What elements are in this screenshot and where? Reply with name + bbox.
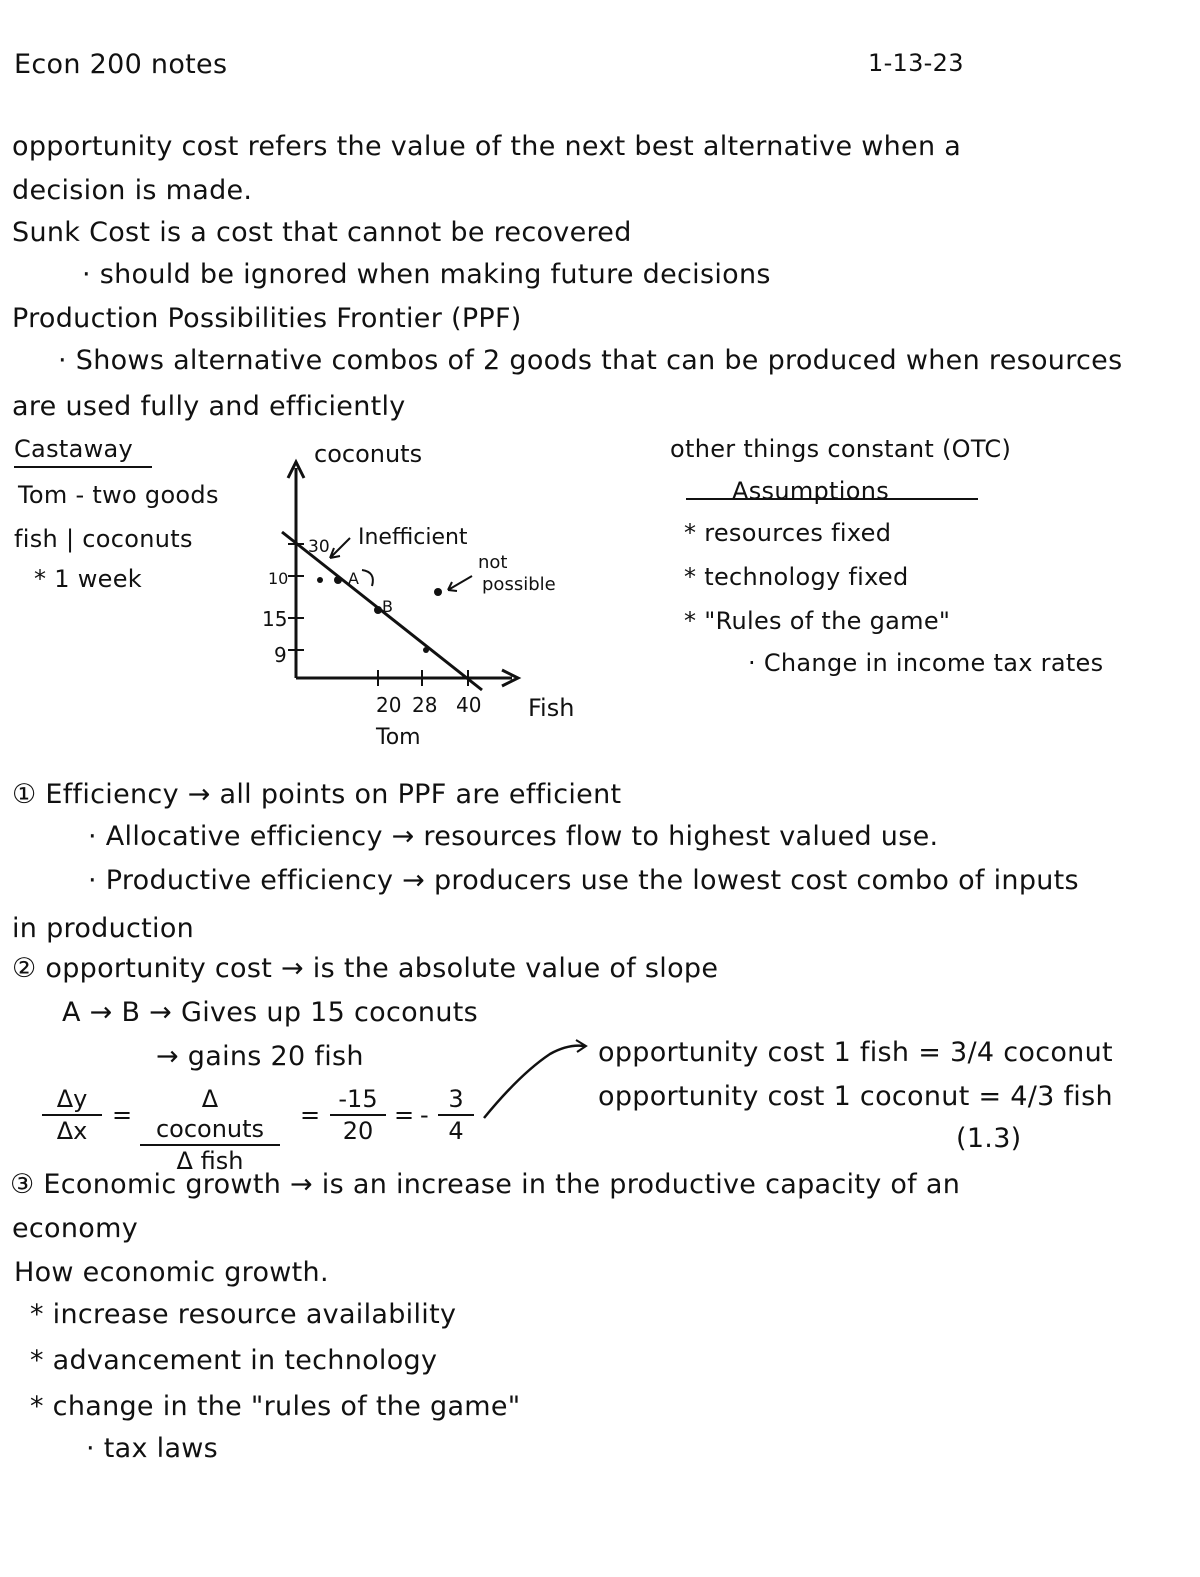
point-on-curve — [423, 647, 429, 653]
opportunity-cost-definition-line2: decision is made. — [12, 175, 253, 206]
delta-coconuts-label: Δ coconuts — [140, 1084, 280, 1146]
negative-sign: - — [420, 1101, 429, 1129]
not-possible-label-line1: not — [478, 552, 508, 573]
how-growth-heading: How economic growth. — [14, 1257, 329, 1288]
three: 3 — [438, 1084, 474, 1116]
growth-item: * change in the "rules of the game" — [30, 1391, 521, 1422]
sunk-cost-definition: Sunk Cost is a cost that cannot be recovered — [12, 217, 632, 248]
opportunity-cost-point: ② opportunity cost → is the absolute value of slope — [12, 953, 719, 984]
coconuts-fish-fraction — [140, 1084, 280, 1176]
y-tick-label-30: 30 — [308, 537, 330, 557]
efficiency-point: ① Efficiency → all points on PPF are efficient — [12, 779, 622, 810]
point-a — [334, 576, 342, 584]
x-tick-label-40: 40 — [456, 693, 482, 717]
growth-item: * advancement in technology — [30, 1345, 438, 1376]
gains-line: → gains 20 fish — [156, 1041, 364, 1072]
castaway-line2: fish | coconuts — [14, 525, 193, 553]
point-a-label: A — [348, 569, 359, 588]
otc-assumptions-heading: Assumptions — [732, 477, 890, 505]
neg-fifteen: -15 — [330, 1084, 386, 1116]
equals-sign: = — [394, 1101, 415, 1129]
inefficient-point — [317, 577, 323, 583]
y-tick-label-15: 15 — [262, 607, 288, 631]
twenty: 20 — [342, 1117, 374, 1145]
x-tick-label-28: 28 — [412, 693, 438, 717]
growth-subitem: · tax laws — [86, 1433, 219, 1464]
inefficient-label: Inefficient — [358, 525, 468, 550]
delta-fish-label: Δ fish — [176, 1147, 244, 1175]
coconut-opportunity-cost: opportunity cost 1 coconut = 4/3 fish — [598, 1081, 1113, 1112]
sunk-cost-note: · should be ignored when making future decisions — [82, 259, 771, 290]
dy-label: Δy — [42, 1084, 102, 1116]
dy-dx-fraction — [42, 1084, 102, 1146]
castaway-line3: * 1 week — [34, 565, 142, 593]
ratio-note: (1.3) — [956, 1123, 1022, 1154]
otc-item: * technology fixed — [684, 563, 909, 591]
not-possible-arrow-icon — [448, 576, 472, 591]
date: 1-13-23 — [868, 49, 964, 77]
productive-efficiency-line1: · Productive efficiency → producers use the lowest cost combo of inputs — [88, 865, 1079, 896]
otc-item: * "Rules of the game" — [684, 607, 951, 635]
y-tick-label-9: 9 — [274, 643, 287, 667]
y-axis-label: coconuts — [314, 440, 423, 468]
otc-divider — [686, 498, 978, 500]
otc-subitem: · Change in income tax rates — [748, 649, 1104, 677]
equals-sign: = — [300, 1101, 321, 1129]
three-fourths-fraction — [438, 1084, 474, 1146]
productive-efficiency-line2: in production — [12, 913, 195, 944]
not-possible-point — [434, 588, 442, 596]
opportunity-cost-definition-line1: opportunity cost refers the value of the next best alternative when a — [12, 131, 962, 162]
ppf-description-line2: are used fully and efficiently — [12, 391, 406, 422]
y-tick-label-10: 10 — [268, 569, 289, 588]
inefficient-arrow-icon — [330, 538, 350, 558]
point-a-arrow-icon — [362, 570, 373, 586]
ppf-title: Production Possibilities Frontier (PPF) — [12, 303, 522, 334]
castaway-heading: Castaway — [14, 432, 152, 468]
otc-item: * resources fixed — [684, 519, 892, 547]
ppf-graph — [250, 440, 590, 750]
x-tick-label-20: 20 — [376, 693, 402, 717]
not-possible-label-line2: possible — [482, 574, 556, 595]
x-axis-sub-label: Tom — [376, 725, 421, 750]
ppf-description-line1: · Shows alternative combos of 2 goods that can be produced when resources — [58, 345, 1123, 376]
allocative-efficiency: · Allocative efficiency → resources flow to highest valued use. — [88, 821, 939, 852]
economic-growth-line1: ③ Economic growth → is an increase in the productive capacity of an — [10, 1169, 961, 1200]
x-axis-label: Fish — [528, 694, 575, 722]
equals-sign: = — [112, 1101, 133, 1129]
growth-item: * increase resource availability — [30, 1299, 457, 1330]
otc-title: other things constant (OTC) — [670, 435, 1012, 463]
a-to-b-line: A → B → Gives up 15 coconuts — [62, 997, 479, 1028]
four: 4 — [448, 1117, 464, 1145]
page-title: Econ 200 notes — [14, 49, 228, 80]
dx-label: Δx — [56, 1117, 88, 1145]
economic-growth-line2: economy — [12, 1213, 138, 1244]
connector-curve-icon — [480, 1034, 590, 1124]
point-b — [374, 606, 382, 614]
castaway-line1: Tom - two goods — [18, 481, 219, 509]
fifteen-twenty-fraction — [330, 1084, 386, 1146]
point-b-label: B — [382, 597, 393, 616]
fish-opportunity-cost: opportunity cost 1 fish = 3/4 coconut — [598, 1037, 1113, 1068]
